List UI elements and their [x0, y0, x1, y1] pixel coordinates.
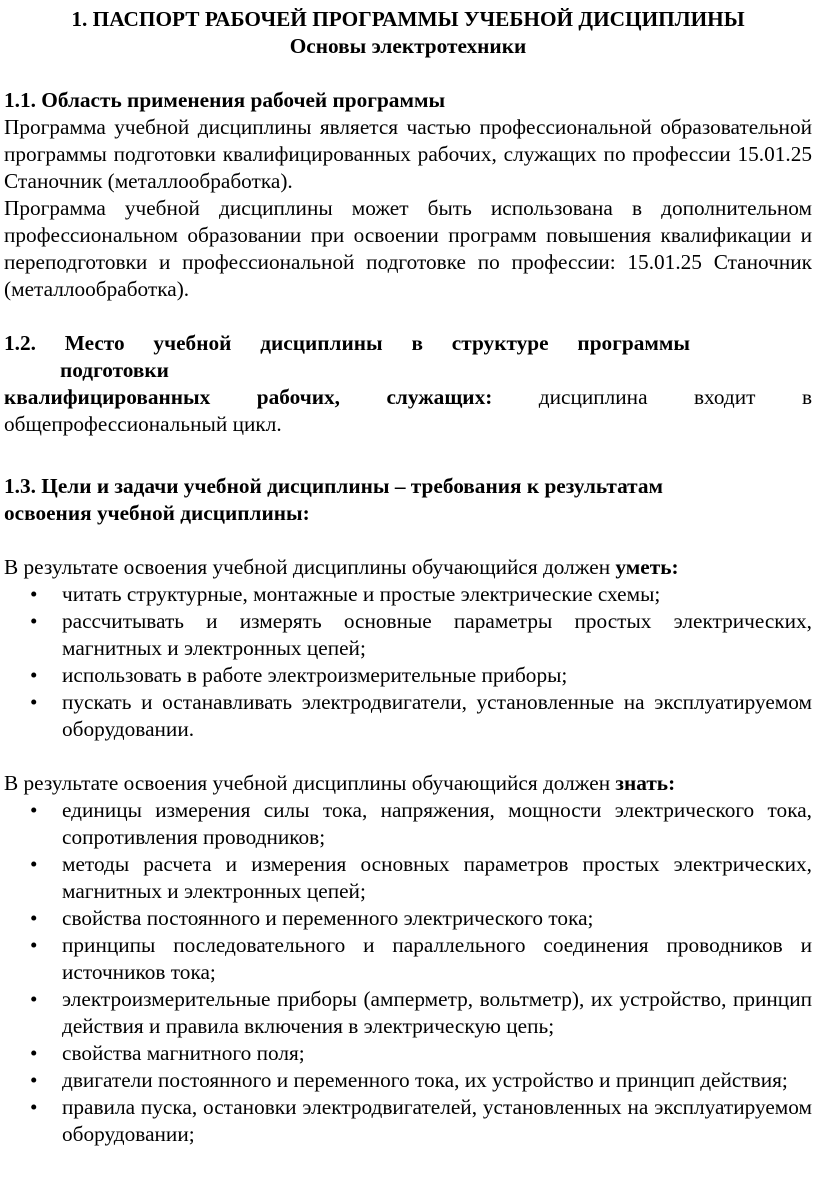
list-item	[4, 932, 812, 986]
bullet-icon: •	[30, 690, 38, 714]
section-1-1-heading: 1.1. Область применения рабочей программы	[4, 88, 446, 112]
section-1-2-line3	[4, 384, 812, 411]
document-subtitle: Основы электротехники	[289, 34, 527, 58]
znat-intro	[4, 770, 812, 797]
list-item	[4, 581, 812, 608]
bullet-icon: •	[30, 1095, 38, 1119]
section-1-1-paragraph-1: Программа учебной дисциплины является частью профессиональной образовательной программы подготовки квалифицированных рабочих, служащих по профессии 15.01.25 Станочник (металлообработка).	[4, 115, 812, 193]
bullet-icon: •	[30, 852, 38, 876]
znat-list	[4, 797, 812, 1148]
list-item-text: принципы последовательного и параллельного соединения проводников и источников тока;	[62, 933, 812, 984]
umet-word: уметь:	[615, 555, 679, 579]
section-1-2-heading-line1: 1.2. Место учебной дисциплины в структуре программы	[4, 331, 690, 355]
list-item-text: двигатели постоянного и переменного тока, их устройство и принцип действия;	[62, 1068, 788, 1092]
list-item	[4, 608, 812, 662]
section-1-1-paragraph-2: Программа учебной дисциплины может быть использована в дополнительном профессиональном образовании при освоении программ повышения квалификации и переподготовки и профессиональной подготовке по профессии: 15.01.25 Станочник (металлообработка).	[4, 196, 812, 301]
list-item	[4, 851, 812, 905]
list-item-text: пускать и останавливать электродвигатели, установленные на эксплуатируемом оборудовании.	[62, 690, 812, 741]
list-item	[4, 905, 812, 932]
list-item-text: использовать в работе электроизмерительные приборы;	[62, 663, 568, 687]
bullet-icon: •	[30, 582, 38, 606]
list-item-text: единицы измерения силы тока, напряжения, мощности электрического тока, сопротивления проводников;	[62, 798, 812, 849]
bullet-icon: •	[30, 798, 38, 822]
list-item	[4, 1040, 812, 1067]
list-item-text: правила пуска, остановки электродвигателей, установленных на эксплуатируемом оборудовании;	[62, 1095, 812, 1146]
umet-intro	[4, 554, 812, 581]
list-item-text: рассчитывать и измерять основные параметры простых электрических, магнитных и электронных цепей;	[62, 609, 812, 660]
bullet-icon: •	[30, 906, 38, 930]
list-item-text: читать структурные, монтажные и простые электрические схемы;	[62, 582, 661, 606]
umet-intro-text: В результате освоения учебной дисциплины обучающийся должен	[4, 555, 616, 579]
bullet-icon: •	[30, 1068, 38, 1092]
list-item	[4, 662, 812, 689]
document-title: 1. ПАСПОРТ РАБОЧЕЙ ПРОГРАММЫ УЧЕБНОЙ ДИСЦИПЛИНЫ	[71, 7, 745, 31]
list-item	[4, 1094, 812, 1148]
list-item-text: свойства постоянного и переменного электрического тока;	[62, 906, 594, 930]
list-item	[4, 689, 812, 743]
list-item	[4, 797, 812, 851]
bullet-icon: •	[30, 663, 38, 687]
bullet-icon: •	[30, 1041, 38, 1065]
section-1-2-line4: общепрофессиональный цикл.	[4, 412, 282, 436]
list-item-text: электроизмерительные приборы (амперметр, вольтметр), их устройство, принцип действия и правила включения в электрическую цепь;	[62, 987, 812, 1038]
umet-list	[4, 581, 812, 743]
list-item-text: свойства магнитного поля;	[62, 1041, 305, 1065]
znat-word: знать:	[615, 771, 676, 795]
section-1-2-heading-line2: подготовки	[60, 358, 169, 382]
list-item	[4, 986, 812, 1040]
bullet-icon: •	[30, 609, 38, 633]
list-item-text: методы расчета и измерения основных параметров простых электрических, магнитных и электронных цепей;	[62, 852, 812, 903]
bullet-icon: •	[30, 933, 38, 957]
section-1-2-bold: квалифицированных рабочих, служащих:	[4, 385, 493, 409]
section-1-3-heading: 1.3. Цели и задачи учебной дисциплины – требования к результатам освоения учебной дисциплины:	[4, 474, 664, 525]
list-item	[4, 1067, 812, 1094]
znat-intro-text: В результате освоения учебной дисциплины обучающийся должен	[4, 771, 616, 795]
bullet-icon: •	[30, 987, 38, 1011]
section-1-2-text: дисциплина входит в	[492, 385, 813, 409]
